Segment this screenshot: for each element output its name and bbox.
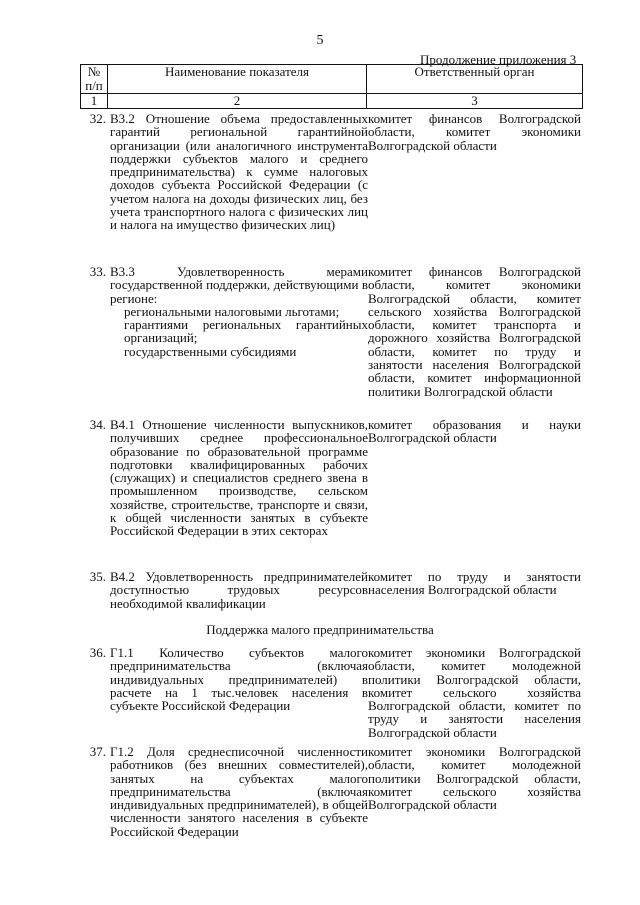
responsible-organ: комитет образования и науки Волгоградской области: [368, 417, 581, 446]
responsible-organ: комитет по труду и занятости населения Волгоградской области: [368, 569, 581, 598]
indicator-name-main: B3.3 Удовлетворенность мерами государственной поддержки, действующими в регионе:: [110, 264, 368, 306]
page-number: 5: [316, 33, 324, 48]
row-number: 34.: [89, 417, 106, 432]
responsible-organ: комитет финансов Волгоградской области, комитет экономики Волгоградской области, комитет сельского хозяйства Волгоградской области, комитет транспорта и дорожного хозяйства Волгоградской области, комитет по труду и занятости населения Волгоградской области, комитет информационной политики Волгоградской области: [368, 264, 581, 399]
indicator-name: B4.1 Отношение численности выпускников, получивших среднее профессиональное образование по образовательной программе подготовки квалифицированных рабочих (служащих) и специалистов среднего звена в промышленном производстве, сельском хозяйстве, строительстве, транспорте и связи, к общей численности занятых в субъекте Российской Федерации в этих секторах: [110, 417, 368, 539]
responsible-organ: комитет экономики Волгоградской области, комитет молодежной политики Волгоградской области, комитет сельского хозяйства Волгоградской области, комитет по труду и занятости населения Волгоградской области: [368, 645, 581, 740]
row-number: 37.: [89, 744, 106, 759]
indicator-sub-item: государственными субсидиями: [124, 343, 297, 359]
header-num: № п/п: [81, 65, 108, 94]
indicator-sub-item: гарантиями региональных гарантийных организаций;: [124, 317, 368, 346]
responsible-organ: комитет финансов Волгоградской области, комитет экономики Волгоградской области: [368, 111, 581, 153]
responsible-organ: комитет экономики Волгоградской области, комитет молодежной политики Волгоградской области, комитет сельского хозяйства Волгоградской области: [368, 744, 581, 813]
header-index-2: 2: [108, 94, 367, 109]
row-number: 32.: [89, 111, 106, 126]
section-title: Поддержка малого предпринимательства: [206, 622, 434, 637]
header-name: Наименование показателя: [108, 65, 367, 94]
row-number: 35.: [89, 569, 106, 584]
row-number: 33.: [89, 264, 106, 279]
indicator-name: B3.2 Отношение объема предоставленных гарантий региональной гарантийной организации (или аналогичного инструмента поддержки субъектов малого и среднего предпринимательства) к сумме налоговых доходов субъекта Российской Федерации (с учетом налога на доходы физических лиц, без учета транспортного налога с физических лиц и налога на имущество физических лиц): [110, 111, 368, 233]
table-header: [80, 64, 583, 109]
indicator-name: B4.2 Удовлетворенность предпринимателей доступностью трудовых ресурсов необходимой квалификации: [110, 569, 368, 611]
continuation-label: Продолжение приложения 3: [420, 52, 577, 67]
indicator-name: Г1.2 Доля среднесписочной численности работников (без внешних совместителей), занятых на субъектах малого предпринимательства (включая индивидуальных предпринимателей), в общей численности занятого населения в субъекте Российской Федерации: [110, 744, 368, 839]
indicator-name: [110, 265, 368, 358]
indicator-sub-item: региональными налоговыми льготами;: [124, 303, 340, 319]
header-index-1: 1: [81, 94, 108, 109]
indicator-name: Г1.1 Количество субъектов малого предпринимательства (включая индивидуальных предпринимателей) в расчете на 1 тыс.человек населения в субъекте Российской Федерации: [110, 645, 368, 714]
header-org: Ответственный орган: [367, 65, 583, 94]
row-number: 36.: [89, 645, 106, 660]
header-index-3: 3: [367, 94, 583, 109]
